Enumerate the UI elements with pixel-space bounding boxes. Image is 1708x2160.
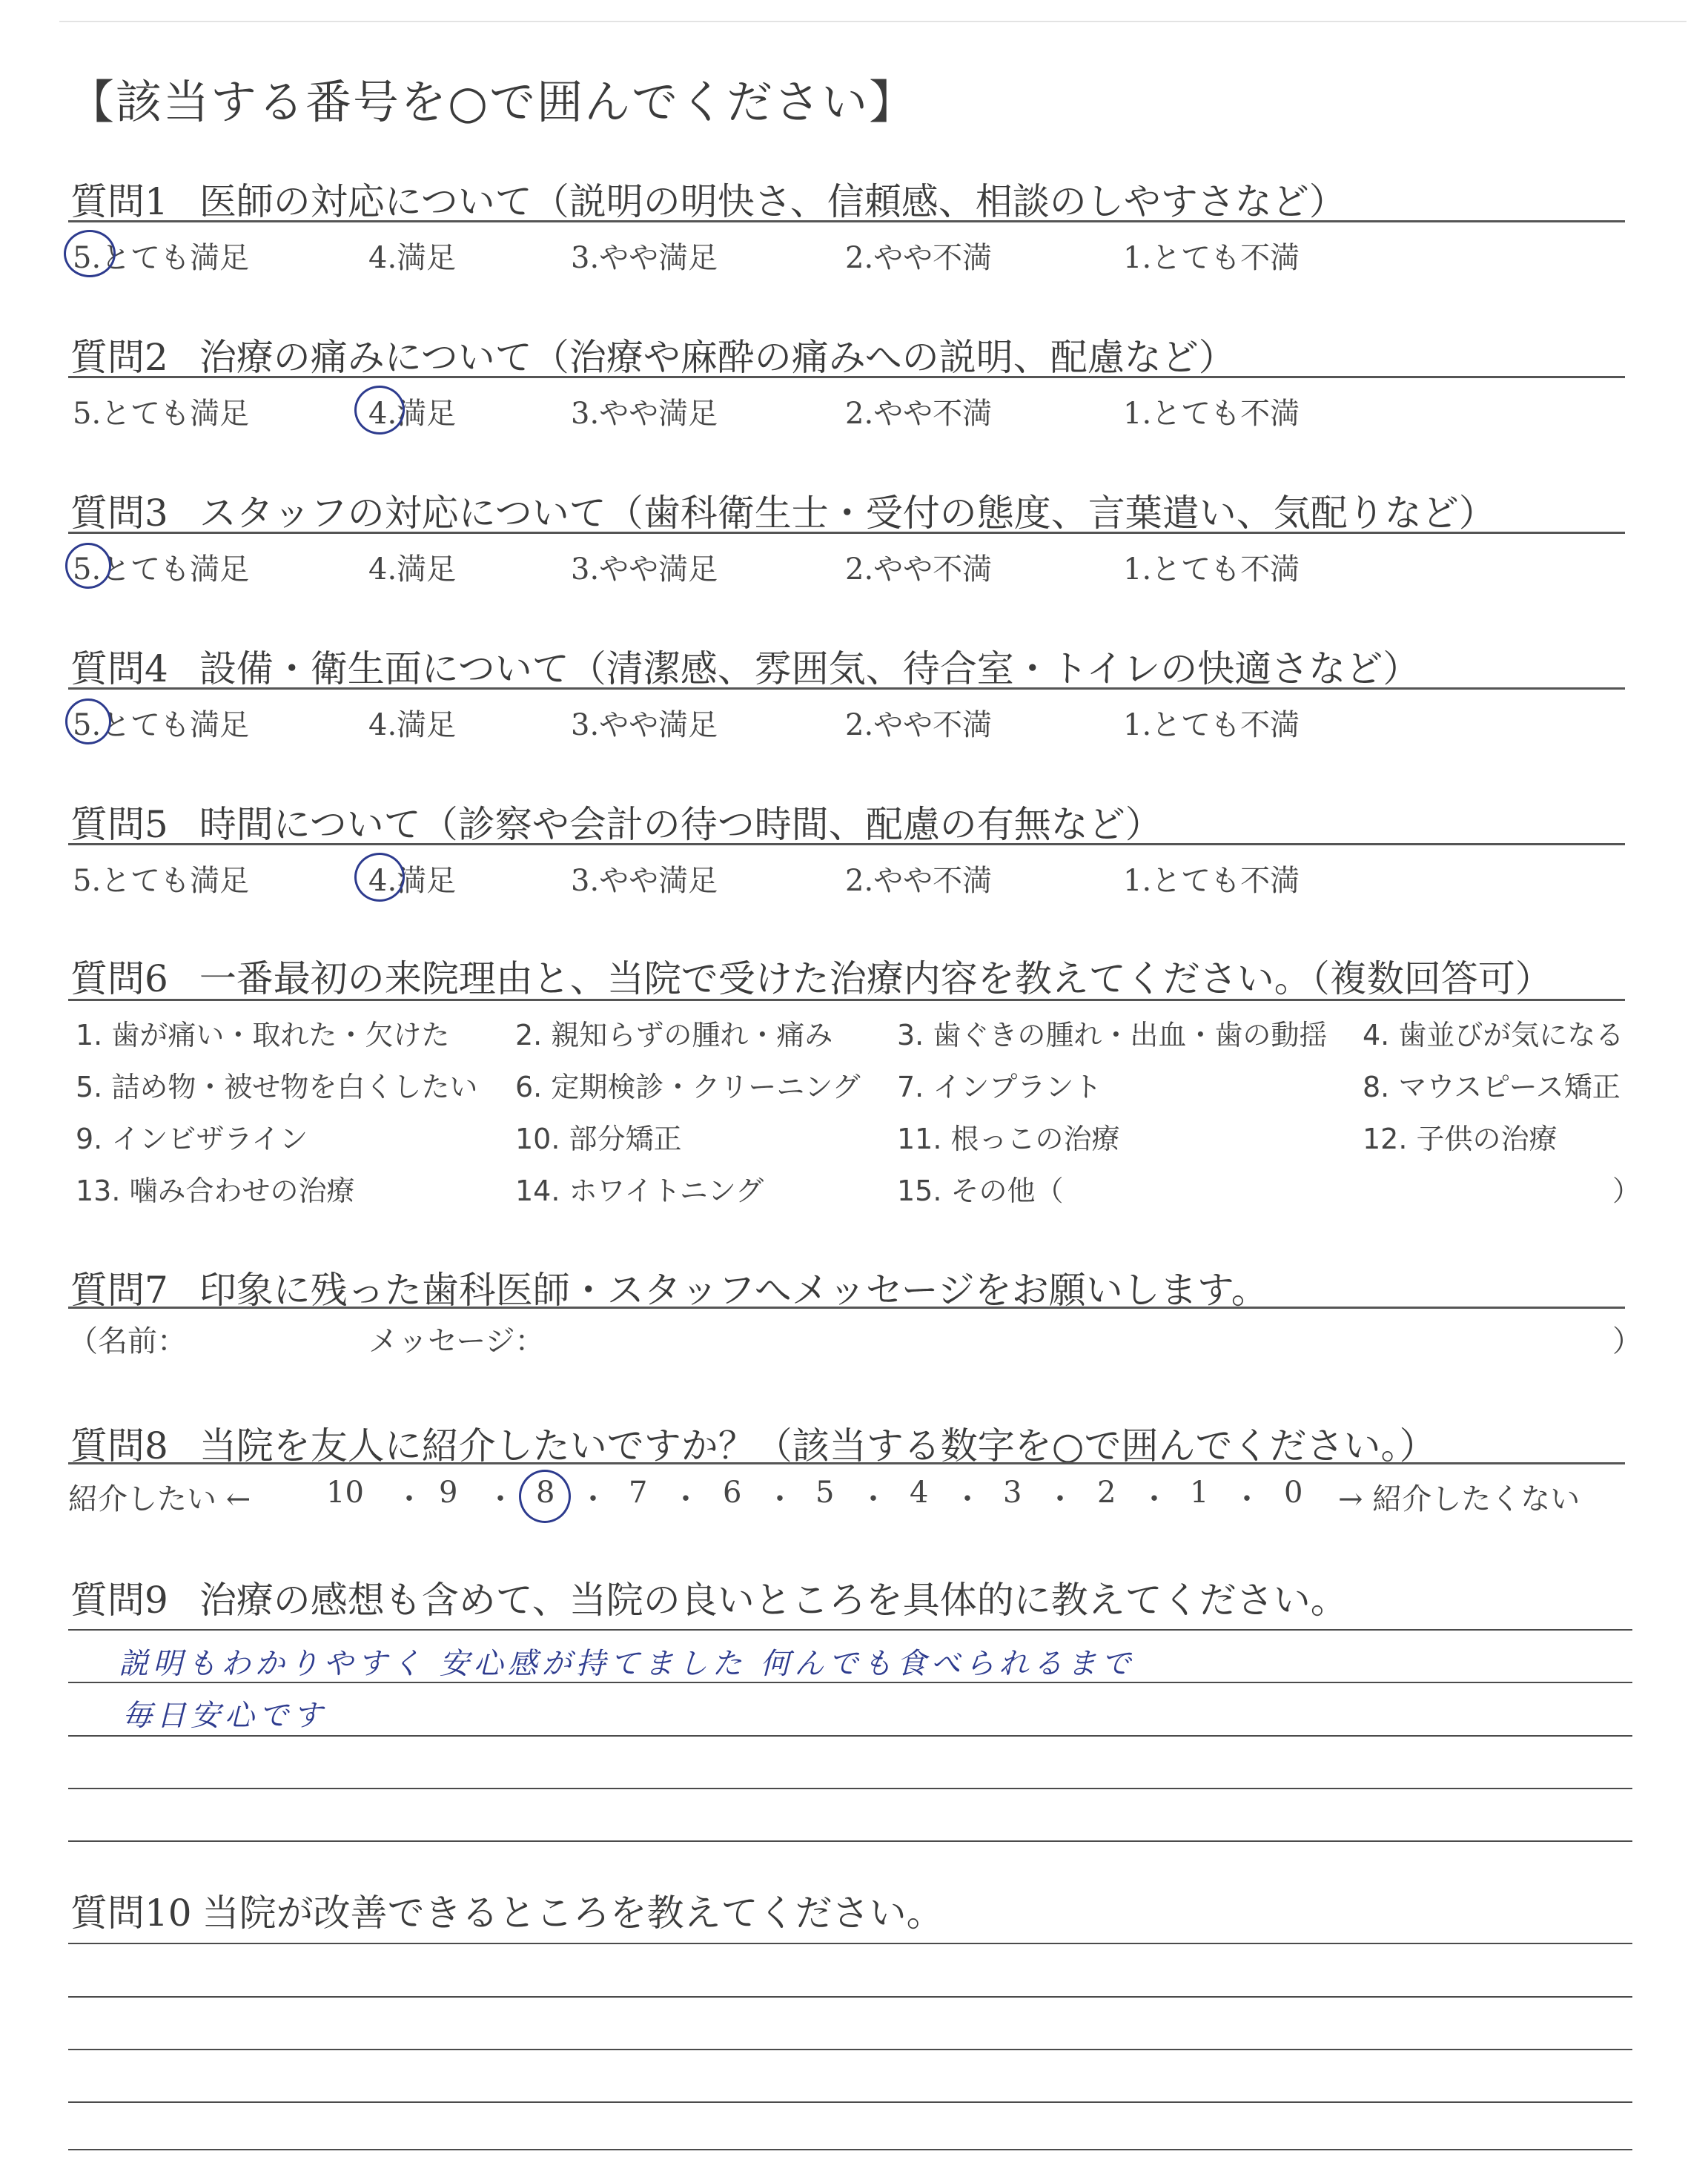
q1-option-4[interactable]: 4.満足 [368, 241, 457, 275]
q1-text: 医師の対応について（説明の明快さ、信頼感、相談のしやすさなど） [199, 180, 1346, 223]
q7-name-label: （名前： [68, 1324, 187, 1358]
q6-item-7[interactable]: 7. インプラント [897, 1071, 1102, 1103]
q6-item-15[interactable]: 15. その他（ [897, 1175, 1064, 1207]
q7-close-paren: ） [1612, 1324, 1642, 1358]
q4-option-4[interactable]: 4.満足 [368, 708, 457, 742]
q3-option-2[interactable]: 2.やや不満 [845, 552, 993, 587]
q6-item-1[interactable]: 1. 歯が痛い・取れた・欠けた [76, 1019, 450, 1051]
q9-answer-line [68, 1735, 1632, 1737]
q8-scale-10[interactable]: 10 [326, 1476, 364, 1510]
q1-selection-circle [64, 230, 116, 277]
q4-label: 質問4 [70, 647, 168, 690]
q6-item-13[interactable]: 13. 噛み合わせの治療 [76, 1175, 355, 1207]
q1-option-1[interactable]: 1.とても不満 [1123, 241, 1300, 275]
q6-label: 質問6 [70, 957, 168, 1000]
q8-scale-9[interactable]: 9 [439, 1476, 458, 1510]
q6-item-4[interactable]: 4. 歯並びが気になる [1363, 1019, 1624, 1051]
q3-heading [70, 483, 1496, 537]
q7-label: 質問7 [70, 1269, 168, 1312]
q2-rule [68, 376, 1625, 378]
q6-item-11[interactable]: 11. 根っこの治療 [897, 1123, 1120, 1155]
q3-rule [68, 532, 1625, 534]
q2-text: 治療の痛みについて（治療や麻酔の痛みへの説明、配慮など） [199, 336, 1236, 379]
q9-text: 治療の感想も含めて、当院の良いところを具体的に教えてください。 [199, 1579, 1348, 1622]
q6-item-9[interactable]: 9. インビザライン [76, 1123, 308, 1155]
q8-scale-sep: ・ [578, 1482, 608, 1516]
q8-scale-sep: ・ [1045, 1482, 1075, 1516]
q2-heading [70, 328, 1236, 381]
q9-answer-line [68, 1788, 1632, 1789]
top-border [59, 21, 1687, 22]
q2-option-4[interactable]: 4.満足 [368, 397, 457, 431]
q2-option-3[interactable]: 3.やや満足 [571, 397, 718, 431]
q5-option-4[interactable]: 4.満足 [368, 864, 457, 898]
q9-answer-line [68, 1629, 1632, 1631]
q8-scale-sep: ・ [1232, 1482, 1262, 1516]
q1-label: 質問1 [70, 180, 168, 223]
q8-scale-5[interactable]: 5 [815, 1476, 835, 1510]
q6-item-2[interactable]: 2. 親知らずの腫れ・痛み [515, 1019, 833, 1051]
q10-answer-line [68, 2049, 1632, 2050]
q9-answer-line [68, 1840, 1632, 1842]
q7-message-label: メッセージ： [368, 1324, 545, 1358]
q6-item-14[interactable]: 14. ホワイトニング [515, 1175, 764, 1207]
q2-label: 質問2 [70, 336, 168, 379]
q2-option-5[interactable]: 5.とても満足 [73, 397, 250, 431]
q8-scale-sep: ・ [765, 1482, 795, 1516]
q8-scale-sep: ・ [1139, 1482, 1169, 1516]
q8-scale-1[interactable]: 1 [1190, 1476, 1209, 1510]
q6-item-8[interactable]: 8. マウスピース矯正 [1363, 1071, 1621, 1103]
q8-rule [68, 1462, 1625, 1464]
q6-item-5[interactable]: 5. 詰め物・被せ物を白くしたい [76, 1071, 478, 1103]
q10-heading [70, 1883, 944, 1937]
q3-option-1[interactable]: 1.とても不満 [1123, 552, 1300, 587]
q5-rule [68, 843, 1625, 845]
q4-option-5[interactable]: 5.とても満足 [73, 708, 250, 742]
q5-option-5[interactable]: 5.とても満足 [73, 864, 250, 898]
q9-handwritten-answer-line1: 説明もわかりやすく 安心感が持てました 何んでも食べられるまで [119, 1647, 1136, 1681]
q3-label: 質問3 [70, 492, 168, 535]
q3-option-5[interactable]: 5.とても満足 [73, 552, 250, 587]
q3-text: スタッフの対応について（歯科衛生士・受付の態度、言葉遣い、気配りなど） [199, 492, 1496, 535]
q8-scale-6[interactable]: 6 [723, 1476, 742, 1510]
q8-scale-8[interactable]: 8 [536, 1476, 555, 1510]
q1-rule [68, 220, 1625, 222]
q8-scale-sep: ・ [953, 1482, 982, 1516]
q8-left-label: 紹介したい ← [68, 1482, 251, 1516]
q4-text: 設備・衛生面について（清潔感、雰囲気、待合室・トイレの快適さなど） [199, 647, 1420, 690]
q8-selection-circle [519, 1470, 571, 1523]
q6-heading [70, 949, 1552, 1003]
q10-answer-line [68, 2101, 1632, 2103]
q8-scale-sep: ・ [858, 1482, 888, 1516]
q10-label: 質問10 [70, 1892, 192, 1935]
q8-scale-4[interactable]: 4 [910, 1476, 929, 1510]
q8-scale-3[interactable]: 3 [1003, 1476, 1022, 1510]
q7-text: 印象に残った歯科医師・スタッフへメッセージをお願いします。 [199, 1269, 1268, 1312]
q3-option-4[interactable]: 4.満足 [368, 552, 457, 587]
q8-label: 質問8 [70, 1424, 168, 1467]
q8-scale-0[interactable]: 0 [1284, 1476, 1303, 1510]
q9-handwritten-answer-line2: 毎日安心です [122, 1699, 327, 1733]
q5-text: 時間について（診察や会計の待つ時間、配慮の有無など） [199, 803, 1162, 846]
q10-text: 当院が改善できるところを教えてください。 [202, 1892, 944, 1935]
q8-text: 当院を友人に紹介したいですか？（該当する数字を○で囲んでください。） [199, 1424, 1437, 1467]
q10-answer-line [68, 1996, 1632, 1998]
q5-selection-circle [354, 853, 405, 902]
q5-label: 質問5 [70, 803, 168, 846]
q10-answer-line [68, 1943, 1632, 1944]
q6-rule [68, 999, 1625, 1001]
q5-option-2[interactable]: 2.やや不満 [845, 864, 993, 898]
page-title: 【該当する番号を○で囲んでください】 [68, 75, 917, 129]
q8-scale-sep: ・ [671, 1482, 701, 1516]
q8-scale-7[interactable]: 7 [629, 1476, 648, 1510]
q4-selection-circle [65, 698, 111, 744]
q3-option-3[interactable]: 3.やや満足 [571, 552, 718, 587]
q8-scale-sep: ・ [486, 1482, 515, 1516]
q2-selection-circle [354, 386, 405, 435]
q6-item-12[interactable]: 12. 子供の治療 [1363, 1123, 1558, 1155]
q4-heading [70, 639, 1420, 693]
q1-heading [70, 172, 1346, 225]
q8-scale-sep: ・ [394, 1482, 424, 1516]
q6-other-close-paren: ） [1612, 1175, 1641, 1207]
q6-item-10[interactable]: 10. 部分矯正 [515, 1123, 682, 1155]
q6-item-6[interactable]: 6. 定期検診・クリーニング [515, 1071, 861, 1103]
q2-option-1[interactable]: 1.とても不満 [1123, 397, 1300, 431]
q6-text: 一番最初の来院理由と、当院で受けた治療内容を教えてください。（複数回答可） [199, 957, 1552, 1000]
q6-item-3[interactable]: 3. 歯ぐきの腫れ・出血・歯の動揺 [897, 1019, 1328, 1051]
q1-option-2[interactable]: 2.やや不満 [845, 241, 993, 275]
q5-option-1[interactable]: 1.とても不満 [1123, 864, 1300, 898]
q4-option-1[interactable]: 1.とても不満 [1123, 708, 1300, 742]
q8-scale-2[interactable]: 2 [1097, 1476, 1116, 1510]
q5-option-3[interactable]: 3.やや満足 [571, 864, 718, 898]
q9-label: 質問9 [70, 1579, 168, 1622]
q5-heading [70, 795, 1162, 848]
q8-right-label: → 紹介したくない [1338, 1482, 1580, 1516]
q9-heading [70, 1571, 1348, 1624]
q2-option-2[interactable]: 2.やや不満 [845, 397, 993, 431]
q4-rule [68, 687, 1625, 690]
q7-rule [68, 1307, 1625, 1309]
q3-selection-circle [65, 543, 111, 589]
q1-option-5[interactable]: 5.とても満足 [73, 241, 250, 275]
q4-option-3[interactable]: 3.やや満足 [571, 708, 718, 742]
q1-option-3[interactable]: 3.やや満足 [571, 241, 718, 275]
q4-option-2[interactable]: 2.やや不満 [845, 708, 993, 742]
q10-answer-line [68, 2149, 1632, 2150]
